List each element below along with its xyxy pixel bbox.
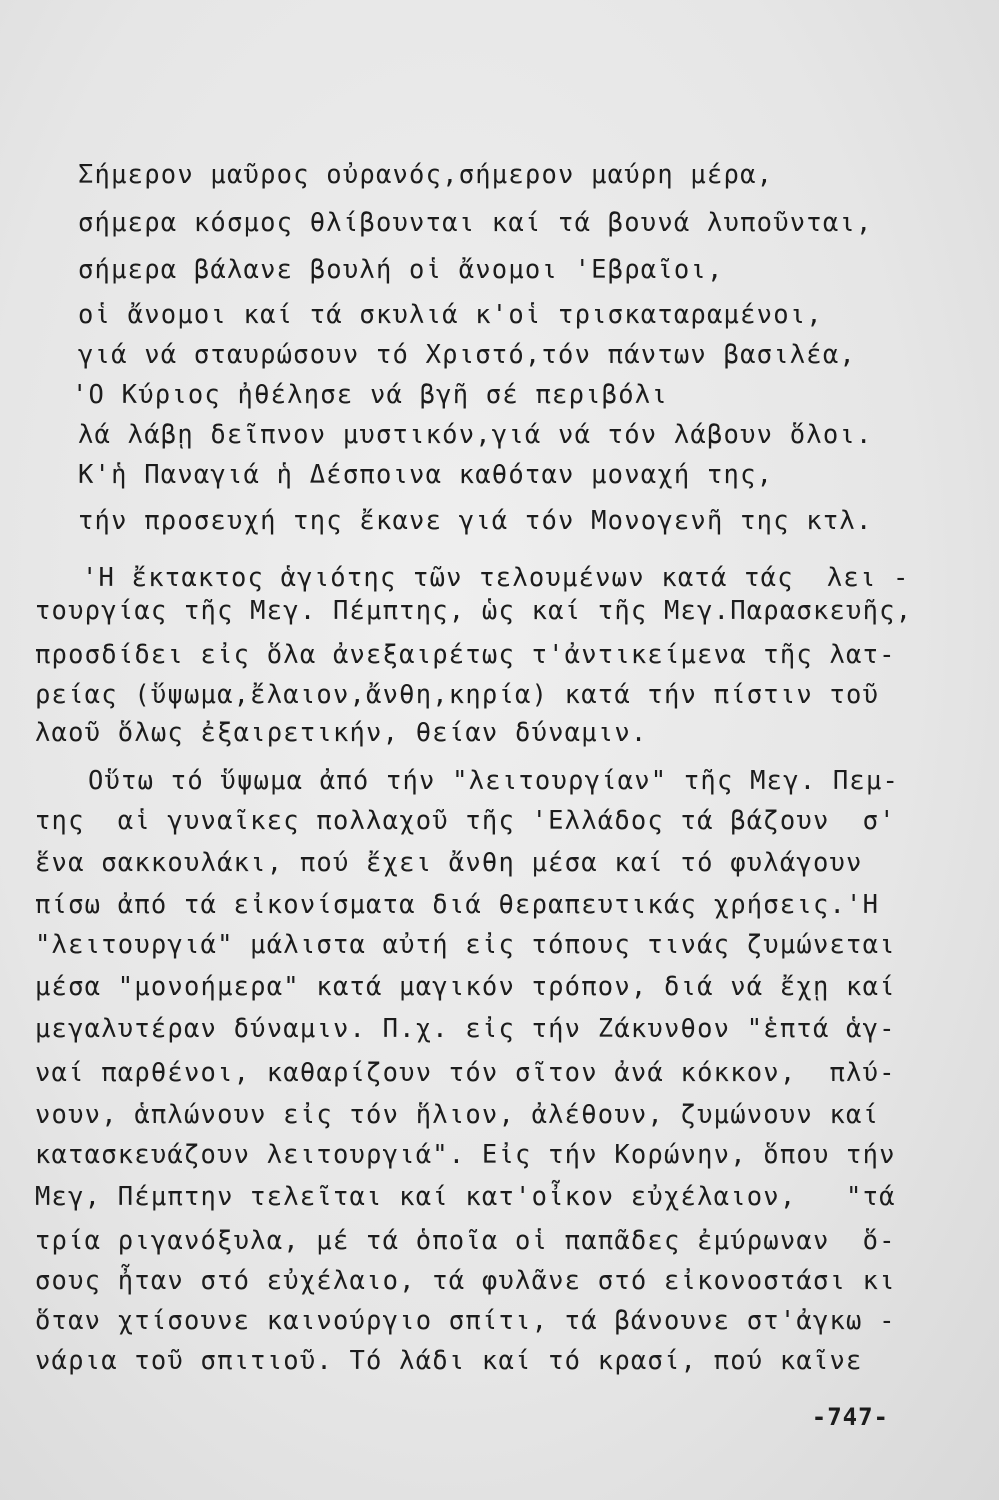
paragraph-line: "λειτουργιά" μάλιστα αὐτή εἰς τόπους τινάς ζυμώνεται — [35, 930, 896, 960]
paragraph-line: λαοῦ ὅλως ἐξαιρετικήν, θείαν δύναμιν. — [35, 718, 648, 748]
poem-line: γιά νά σταυρώσουν τό Χριστό,τόν πάντων βασιλέα, — [78, 340, 856, 370]
poem-line: 'Ο Κύριος ἠθέλησε νά βγῆ σέ περιβόλι — [72, 380, 668, 410]
poem-line: Σήμερον μαῦρος οὐρανός,σήμερον μαύρη μέρα, — [78, 160, 774, 190]
poem-line: σήμερα κόσμος θλίβουνται καί τά βουνά λυποῦνται, — [78, 208, 873, 238]
paragraph-line: μεγαλυτέραν δύναμιν. Π.χ. εἰς τήν Ζάκυνθον "ἑπτά ἁγ- — [35, 1014, 896, 1044]
paragraph-line: τουργίας τῆς Μεγ. Πέμπτης, ὡς καί τῆς Μεγ.Παρασκευῆς, — [35, 596, 913, 626]
paragraph-line: μέσα "μονοήμερα" κατά μαγικόν τρόπον, διά νά ἔχῃ καί — [35, 972, 896, 1002]
paragraph-line: προσδίδει εἰς ὅλα ἀνεξαιρέτως τ'ἀντικείμενα τῆς λατ- — [35, 640, 896, 670]
paragraph-line: νουν, ἁπλώνουν εἰς τόν ἥλιον, ἀλέθουν, ζυμώνουν καί — [35, 1100, 880, 1130]
paragraph-line: ὅταν χτίσουνε καινούργιο σπίτι, τά βάνουνε στ'ἀγκω - — [35, 1306, 896, 1336]
paragraph-line: Οὕτω τό ὕψωμα ἀπό τήν "λειτουργίαν" τῆς Μεγ. Πεμ- — [88, 766, 900, 796]
poem-line: οἱ ἄνομοι καί τά σκυλιά κ'οἱ τρισκαταραμένοι, — [78, 300, 823, 330]
paragraph-line: σους ἦταν στό εὐχέλαιο, τά φυλᾶνε στό εἰκονοστάσι κι — [35, 1266, 896, 1296]
paragraph-line: πίσω ἀπό τά εἰκονίσματα διά θεραπευτικάς χρήσεις.'Η — [35, 890, 880, 920]
paragraph-line: ρείας (ὕψωμα,ἔλαιον,ἄνθη,κηρία) κατά τήν πίστιν τοῦ — [35, 680, 880, 710]
poem-line: τήν προσευχή της ἔκανε γιά τόν Μονογενῆ της κτλ. — [78, 506, 873, 536]
poem-line: Κ'ἡ Παναγιά ἡ Δέσποινα καθόταν μοναχή της, — [78, 460, 774, 490]
paragraph-line: ἕνα σακκουλάκι, πού ἔχει ἄνθη μέσα καί τό φυλάγουν — [35, 848, 863, 878]
poem-line: λά λάβῃ δεῖπνον μυστικόν,γιά νά τόν λάβουν ὅλοι. — [78, 420, 873, 450]
poem-line: σήμερα βάλανε βουλή οἱ ἄνομοι 'Εβραῖοι, — [78, 255, 724, 285]
paragraph-line: της αἱ γυναῖκες πολλαχοῦ τῆς 'Ελλάδος τά βάζουν σ' — [35, 806, 896, 836]
page-number: -747- — [811, 1403, 889, 1431]
paragraph-line: νάρια τοῦ σπιτιοῦ. Τό λάδι καί τό κρασί, πού καῖνε — [35, 1346, 863, 1376]
paragraph-line: 'Η ἔκτακτος ἁγιότης τῶν τελουμένων κατά τάς λει - — [82, 563, 910, 593]
paragraph-line: ναί παρθένοι, καθαρίζουν τόν σῖτον ἀνά κόκκον, πλύ- — [35, 1058, 896, 1088]
paragraph-line: κατασκευάζουν λειτουργιά". Εἰς τήν Κορώνην, ὅπου τήν — [35, 1140, 896, 1170]
paragraph-line: Μεγ, Πέμπτην τελεῖται καί κατ'οἶκον εὐχέλαιον, "τά — [35, 1182, 896, 1212]
paragraph-line: τρία ριγανόξυλα, μέ τά ὁποῖα οἱ παπᾶδες ἐμύρωναν ὅ- — [35, 1226, 896, 1256]
